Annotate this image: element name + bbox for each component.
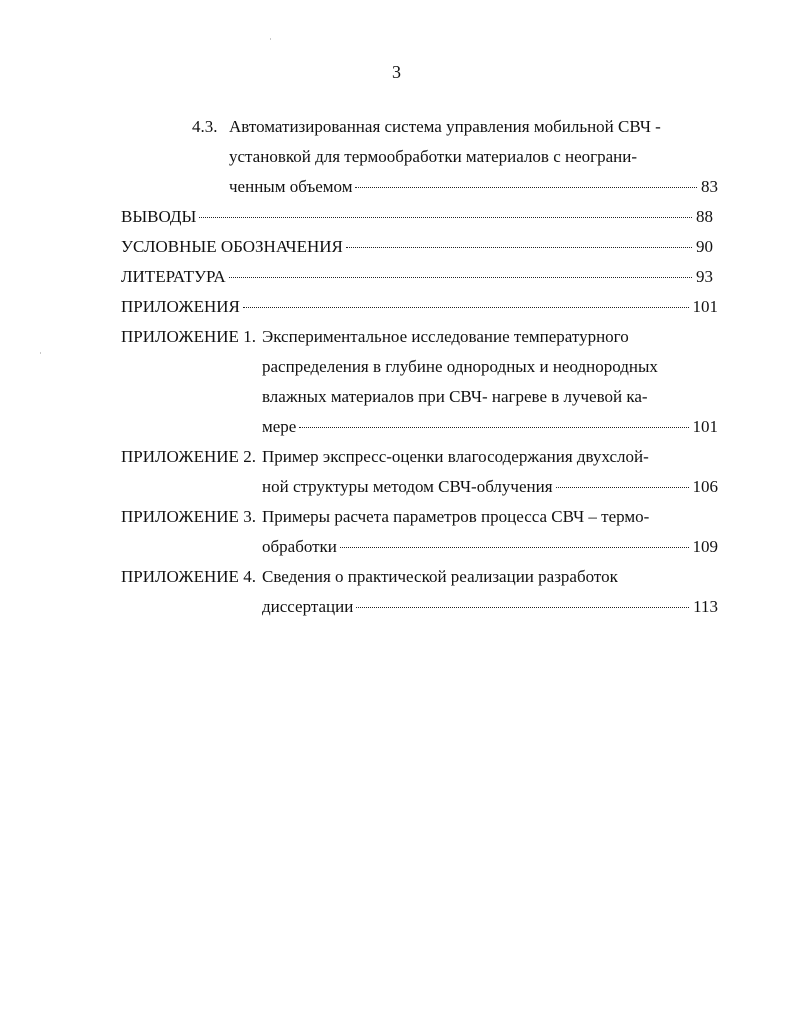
toc-appendix-label: ПРИЛОЖЕНИЕ 1. [121, 327, 256, 346]
toc-appendix-title-line: влажных материалов при СВЧ- нагреве в лучевой ка- [262, 387, 648, 406]
toc-appendix-title-line: Экспериментальное исследование температурного [262, 327, 629, 346]
toc-appendix-title-line: диссертации [262, 597, 354, 616]
toc-appendix-label: ПРИЛОЖЕНИЕ 4. [121, 567, 256, 586]
toc-page-number: 113 [693, 597, 718, 616]
toc-appendix-label: ПРИЛОЖЕНИЕ 2. [121, 447, 256, 466]
toc-page-number: 101 [692, 297, 718, 316]
toc-page-number: 101 [692, 417, 718, 436]
toc-section-title-line: ченным объемом [229, 177, 353, 196]
toc-entry-conclusions[interactable] [121, 206, 713, 228]
toc-section-title-line: установкой для термообработки материалов с неограни- [229, 147, 638, 166]
toc-entry-title: УСЛОВНЫЕ ОБОЗНАЧЕНИЯ [121, 237, 343, 256]
toc-appendix-title-line: Сведения о практической реализации разработок [262, 567, 618, 586]
scan-speck [40, 352, 41, 354]
toc-entry-title: ЛИТЕРАТУРА [121, 267, 226, 286]
toc-page-number: 106 [692, 477, 718, 496]
dot-leader [340, 547, 689, 548]
toc-section-number: 4.3. [192, 117, 218, 136]
dot-leader [346, 247, 692, 248]
toc-page-number: 83 [701, 177, 718, 196]
toc-entry-literature[interactable] [121, 266, 713, 288]
toc-appendix-title-line: Пример экспресс-оценки влагосодержания двухслой- [262, 447, 649, 466]
toc-page-number: 93 [696, 267, 713, 286]
toc-entry-appendix-1[interactable] [262, 416, 718, 438]
toc-appendix-title-line: распределения в глубине однородных и неоднородных [262, 357, 658, 376]
dot-leader [556, 487, 689, 488]
dot-leader [355, 187, 697, 188]
toc-appendix-title-line: ной структуры методом СВЧ-облучения [262, 477, 553, 496]
page-number: 3 [392, 62, 401, 82]
dot-leader [229, 277, 692, 278]
toc-entry-title: ПРИЛОЖЕНИЯ [121, 297, 240, 316]
toc-entry-symbols[interactable] [121, 236, 713, 258]
toc-page-number: 109 [692, 537, 718, 556]
toc-appendix-title-line: мере [262, 417, 297, 436]
dot-leader [243, 307, 689, 308]
toc-entry-4-3[interactable] [229, 176, 718, 198]
toc-appendix-title-line: обработки [262, 537, 337, 556]
scan-speck [270, 38, 271, 40]
toc-entry-appendix-2[interactable] [262, 476, 718, 498]
toc-section-title-line: Автоматизированная система управления мобильной СВЧ - [229, 117, 661, 136]
dot-leader [299, 427, 688, 428]
toc-page-number: 90 [696, 237, 713, 256]
toc-entry-appendices[interactable] [121, 296, 718, 318]
dot-leader [199, 217, 692, 218]
toc-page-number: 88 [696, 207, 713, 226]
toc-entry-title: ВЫВОДЫ [121, 207, 197, 226]
toc-appendix-title-line: Примеры расчета параметров процесса СВЧ – термо- [262, 507, 650, 526]
dot-leader [356, 607, 689, 608]
toc-appendix-label: ПРИЛОЖЕНИЕ 3. [121, 507, 256, 526]
toc-entry-appendix-3[interactable] [262, 536, 718, 558]
toc-entry-appendix-4[interactable] [262, 596, 718, 618]
